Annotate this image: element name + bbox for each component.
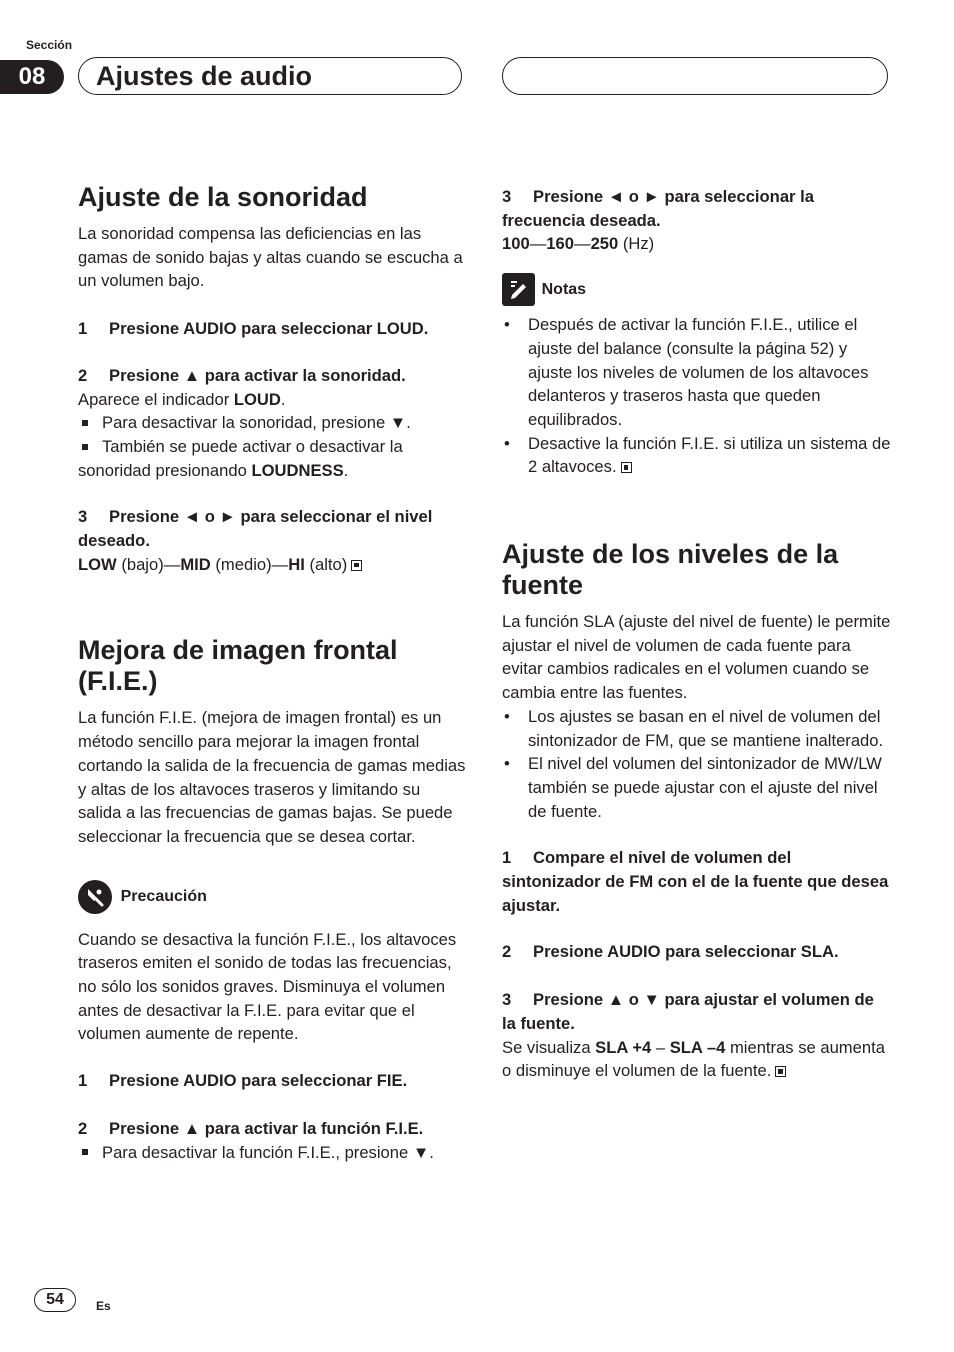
sla-step-2: 2 Presione AUDIO para seleccionar SLA. (502, 942, 839, 962)
sla-heading: Ajuste de los niveles de la fuente (502, 539, 839, 601)
end-mark-icon (351, 560, 362, 571)
fie-frequencies: 100—160—250 (Hz) (502, 234, 655, 254)
end-mark-icon (621, 462, 632, 473)
loudness-levels: LOW (bajo)—MID (medio)—HI (alto) (78, 553, 468, 577)
note-1: • Después de activar la función F.I.E., utilice el ajuste del balance (consulte la página 52) y ajuste los niveles de volumen de los altavoces delanteros y traseros hasta que queden equilibrados. (502, 313, 892, 432)
fie-bullet-1: Para desactivar la función F.I.E., presione ▼. (78, 1141, 468, 1165)
section-number-badge: 08 (0, 60, 64, 94)
right-column (502, 185, 892, 1083)
loudness-intro: La sonoridad compensa las deficiencias en las gamas de sonido bajas y altas cuando se escucha a un volumen bajo. (78, 224, 463, 291)
fie-intro: La función F.I.E. (mejora de imagen frontal) es un método sencillo para mejorar la imagen frontal cortando la salida de la frecuencia de gamas medias y altas de los altavoces traseros y limitando su salida a las frecuencias de gamas bajas. Se puede seleccionar la frecuencia que se desea cortar. (78, 708, 466, 846)
square-bullet-icon (82, 420, 88, 426)
loudness-step-2: 2 Presione ▲ para activar la sonoridad. (78, 365, 406, 385)
section-label: Sección (26, 38, 73, 52)
fie-step-2: 2 Presione ▲ para activar la función F.I.E. (78, 1118, 424, 1138)
caution-label: Precaución (120, 888, 207, 906)
fie-step-1: 1 Presione AUDIO para seleccionar FIE. (78, 1071, 408, 1091)
sla-intro: La función SLA (ajuste del nivel de fuente) le permite ajustar el nivel de volumen de cada fuente para evitar cambios radicales en el volumen cuando se cambia entre las fuentes. (502, 612, 891, 703)
notes-header (502, 273, 892, 307)
left-column (78, 182, 468, 1164)
end-mark-icon (775, 1066, 786, 1077)
page-number: 54 (34, 1288, 76, 1312)
sla-bullet-1: • Los ajustes se basan en el nivel de volumen del sintonizador de FM, que se mantiene inalterado. (502, 705, 892, 752)
note-2: • Desactive la función F.I.E. si utiliza un sistema de 2 altavoces. (502, 432, 892, 479)
loudness-step-2-desc: Aparece el indicador LOUD. (78, 389, 286, 409)
square-bullet-icon (82, 1149, 88, 1155)
notes-label: Notas (541, 281, 587, 298)
caution-text: Cuando se desactiva la función F.I.E., los altavoces traseros emiten el sonido de todas las frecuencias, no sólo los sonidos graves. Disminuya el volumen antes de desactivar la F.I.E. para evitar que el volumen aumente de repente. (78, 929, 457, 1044)
sla-bullet-2: • El nivel del volumen del sintonizador de MW/LW también se puede ajustar con el ajuste del nivel de fuente. (502, 752, 892, 823)
loudness-heading: Ajuste de la sonoridad (78, 182, 368, 212)
fie-heading: Mejora de imagen frontal (F.I.E.) (78, 635, 398, 697)
sla-step-3-desc: Se visualiza SLA +4 – SLA –4 mientras se aumenta o disminuye el volumen de la fuente. (502, 1037, 885, 1081)
section-title: Ajustes de audio (96, 61, 313, 91)
loudness-bullet-2: También se puede activar o desactivar la sonoridad presionando LOUDNESS. (78, 436, 403, 480)
loudness-step-3: 3 Presione ◄ o ► para seleccionar el nivel deseado. (78, 507, 433, 551)
sla-step-3: 3 Presione ▲ o ▼ para ajustar el volumen de la fuente. (502, 990, 874, 1033)
caution-icon (78, 880, 112, 914)
square-bullet-icon (82, 444, 88, 450)
fie-step-3: 3 Presione ◄ o ► para seleccionar la frecuencia deseada. (502, 187, 814, 230)
header-empty-frame (502, 57, 888, 95)
note-pencil-icon (502, 273, 535, 306)
sla-step-1: 1 Compare el nivel de volumen del sintonizador de FM con el de la fuente que desea ajustar. (502, 848, 889, 915)
caution-header (78, 880, 468, 916)
loudness-bullet-1: Para desactivar la sonoridad, presione ▼. (78, 411, 468, 435)
loudness-step-1: 1 Presione AUDIO para seleccionar LOUD. (78, 319, 429, 339)
language-code: Es (96, 1299, 111, 1313)
